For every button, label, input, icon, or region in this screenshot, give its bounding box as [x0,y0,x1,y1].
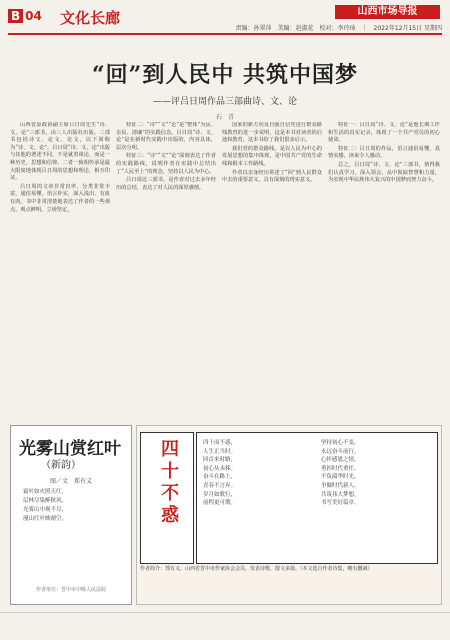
article-column-1: 山西省原政协副主席吕日周先生“诗、文、论”三部书，由三人出版社出版。三部书包括诗文、论文、论文，以下简称为“诗、文、论”。吕日周“诗、文、论”出版与其他的著述不同，不是就着谈论，而是一种历史、思想和信仰。二者一致相传承是最大限度地体现吕日周的思想和理论，相互印证。 吕日周的文章非常直率，分类非常丰富，通俗易懂，语言朴实，深入浅出、有血有肉。书中非常清楚地表达了作者的一些观点，观点鲜明，立场坚定。 [10,122,110,213]
page-letter: B [8,9,23,23]
poem-note: 作者单位：晋中市中级人民法院 [35,587,106,593]
editor-meta: 责编：孙翠萍 美编：赵淑花 校对：李玲琦 ｜ 2022年12月15日 星期四 [235,25,442,32]
page-header [0,0,450,42]
section-title: 文化长廊 [60,9,121,27]
page-number: B 04 [8,9,42,23]
poem-lines: 霜叶如火照天红， 层林尽染醉秋风。 光雾山中观不尽， 漫山红叶映晴空。 [23,489,68,522]
author-note: 作者简介：郑有义，山西省晋中市作家协会会员，发表诗歌、散文多篇。（本文选自作者诗集，略有删减） [140,566,373,572]
article-column-2: 特征二：“诗”“文”“论”是“整体”为民、亲民、清廉”的实践信念。吕日周“诗、文、论”是在新时代实践中出版的，内容具体，层次分明。 特征三：“诗”“文”“论”深刻表达了作者的实践路线，说明作者在实践中总结出了“人民至上”的理念，坚持以人民为中心。 吕日周这三部书，是作者对过去多年经历的总结，表达了对人民的深厚感情。 [116,122,216,191]
newspaper-title: 山西市场导报 [335,5,440,19]
poem-right-column: 坚持初心不变， 永远奋斗前行。 心怀感恩之情， 勇担时代重任。 不负韶华时光， 争做时代新人。 共筑伟大梦想， 书写美好篇章。 [321,440,360,507]
vertical-title-box [140,432,194,564]
article-title: “回”到人民中 共筑中国梦 [92,62,358,88]
poem-box [10,425,132,605]
poem-text-box [196,432,438,564]
article-column-4: 特征一：吕日周“诗、文、论”是他长期工作和生活的真实记录，体现了一个共产党员的初心使命。 特征二：吕日周的作品，语言通俗易懂，真情实感，读来令人感动。 总之，吕日周“诗、文、论”三部书，值得我们认真学习，深入领会，从中汲取智慧和力量，为实现中华民族伟大复兴的中国梦而努力奋斗。 [328,122,440,184]
vertical-title: 四十不惑 [161,439,179,526]
article-column-3: 国家的新方向及自强自信党进行群众路线教育的进一步说明，这是本书对读者的启迪和教育，这本书给了我们很多启示。 我们党的群众路线，是以人民为中心的发展思想的集中体现，是中国共产党的生命线和根本工作路线。 作者以亲身经历讲述了“回”到人民群众中去的重要意义，具有深刻的现实意义。 [222,122,322,184]
poem-left-column: 四十而不惑， 人生正当时。 回首来时路， 初心从未移。 奋斗在路上， 青春不言弃。 岁月如歌行， 前程更可期。 [203,440,237,507]
header-rule [8,33,442,35]
footer-rule [0,612,450,613]
poem-title: 光雾山赏红叶 [19,439,121,459]
poem-author: 图／文 郑有义 [49,478,92,485]
article-author: 石 青 [215,114,234,121]
article-subtitle: ——评吕日周作品三部曲诗、文、论 [152,97,297,107]
poem-subtitle: （新韵） [41,460,81,471]
